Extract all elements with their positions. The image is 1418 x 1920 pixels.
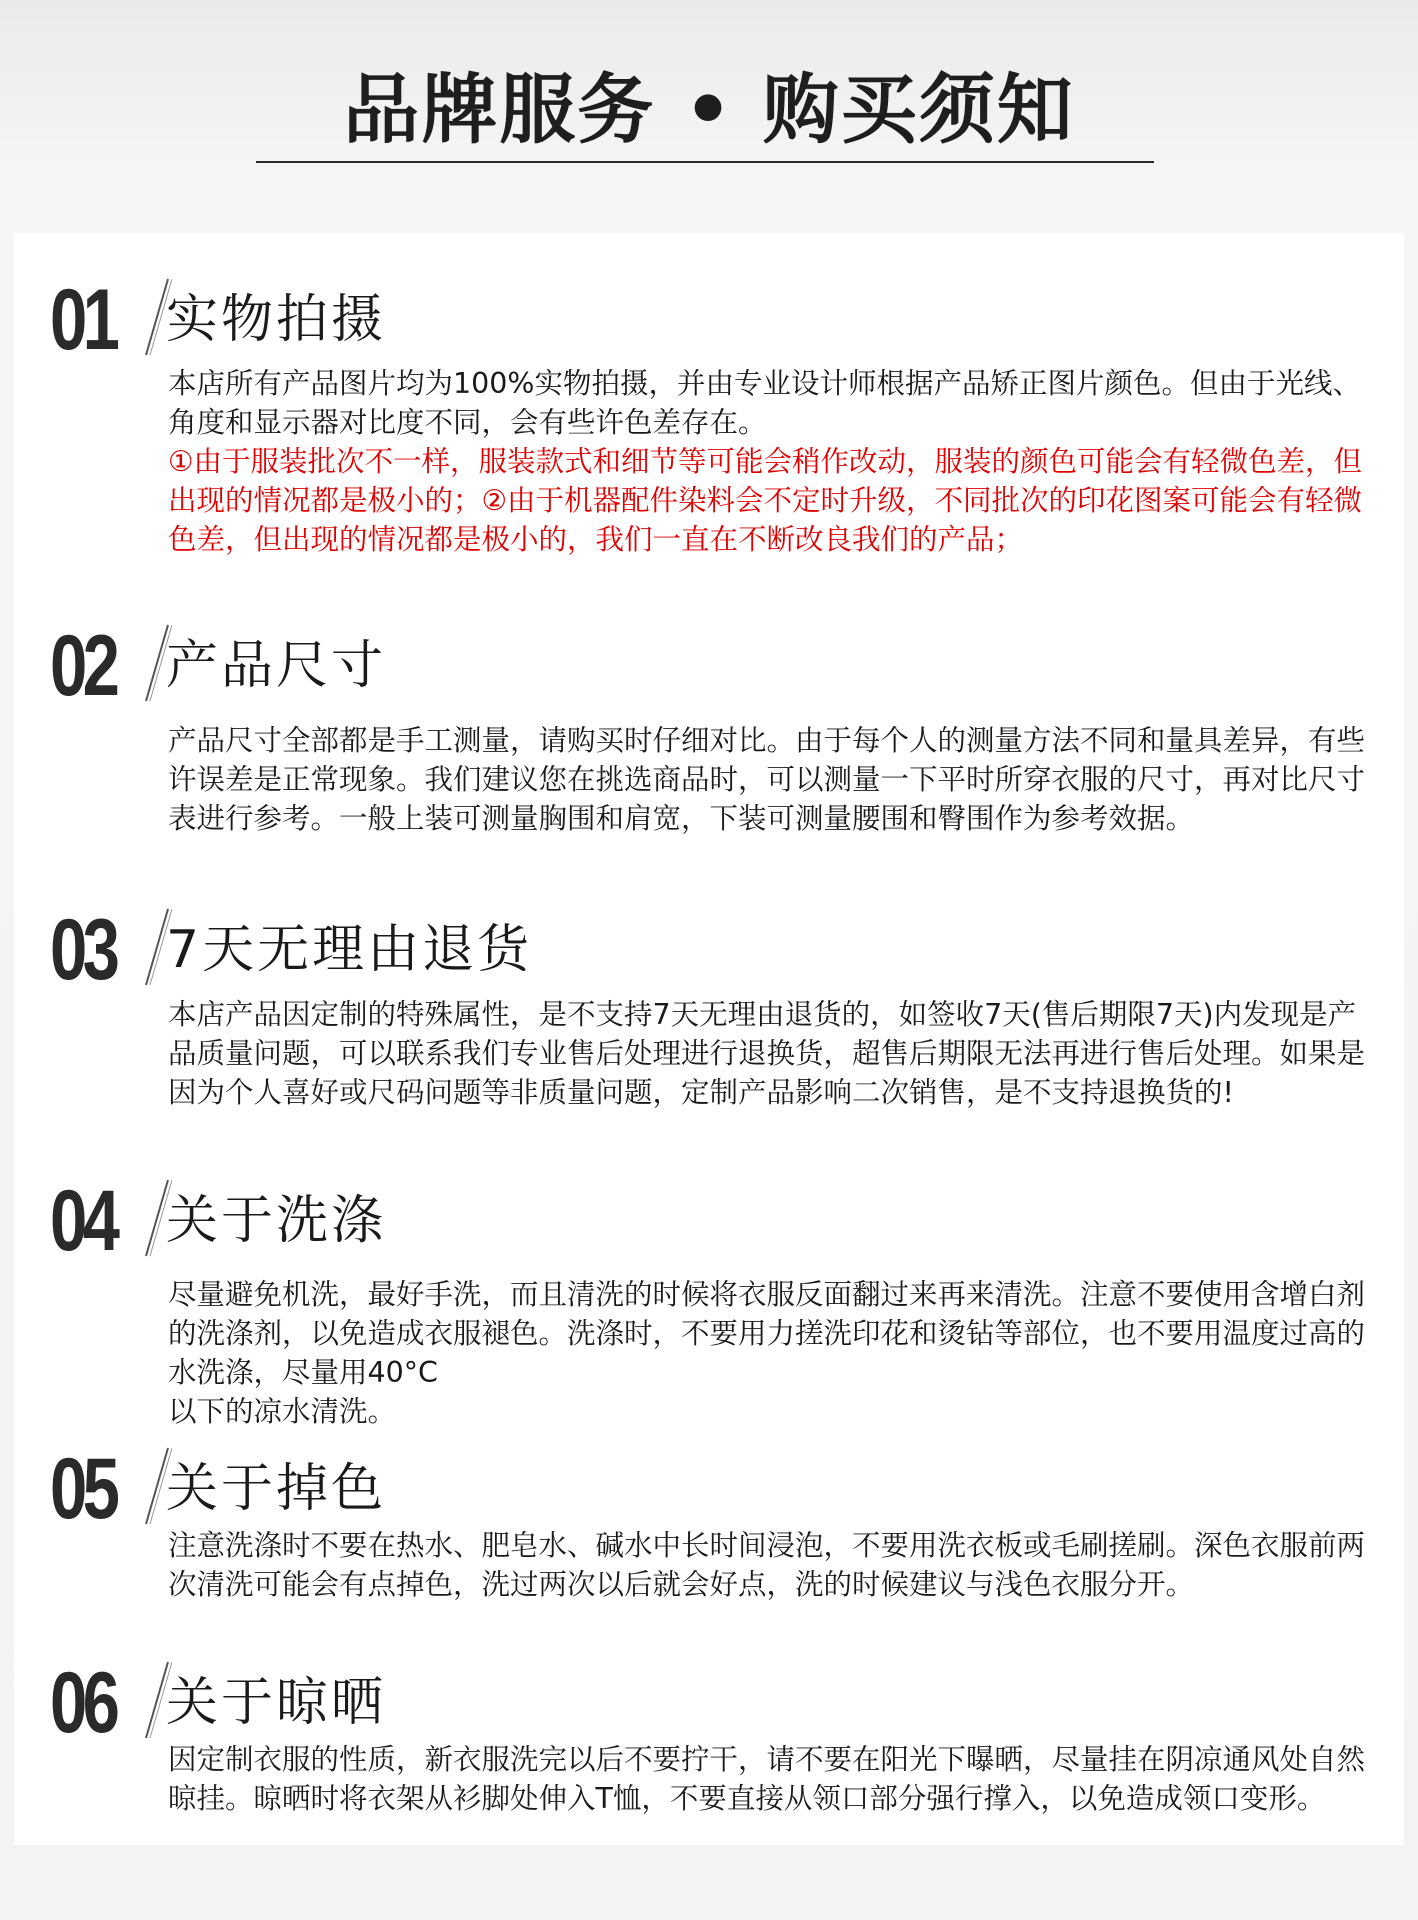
section-title: 关于掉色 [166, 1459, 387, 1519]
section-body [168, 1526, 1373, 1604]
section-title: 关于晾晒 [166, 1673, 387, 1733]
section-text: 注意洗涤时不要在热水、肥皂水、碱水中长时间浸泡，不要用洗衣板或毛刷搓刷。深色衣服前两次清洗可能会有点掉色，洗过两次以后就会好点，洗的时候建议与浅色衣服分开。 [168, 1529, 1366, 1601]
page-title: 品牌服务 • 购买须知 [343, 65, 1075, 154]
section-number: 06 [50, 1655, 116, 1751]
section-title: 关于洗涤 [166, 1191, 387, 1251]
title-divider [256, 161, 1154, 163]
section-body [168, 995, 1373, 1112]
section-body [168, 364, 1373, 559]
section-body [168, 1740, 1373, 1818]
section-number: 02 [50, 618, 116, 714]
section-title: 产品尺寸 [166, 636, 387, 696]
section-text: 产品尺寸全部都是手工测量，请购买时仔细对比。由于每个人的测量方法不同和量具差异，有些许误差是正常现象。我们建议您在挑选商品时，可以测量一下平时所穿衣服的尺寸，再对比尺寸表进行参考。一般上装可测量胸围和肩宽，下装可测量腰围和臀围作为参考效据。 [168, 724, 1366, 835]
section-text-continued: 以下的凉水清洗。 [168, 1395, 397, 1428]
section-title: 实物拍摄 [166, 290, 387, 350]
section-text: 本店所有产品图片均为100%实物拍摄，并由专业设计师根据产品矫正图片颜色。但由于光线、角度和显示器对比度不同，会有些许色差存在。 [168, 367, 1361, 439]
section-text: 本店产品因定制的特殊属性，是不支持7天无理由退货的，如签收7天(售后期限7天)内发现是产品质量问题，可以联系我们专业售后处理进行退换货，超售后期限无法再进行售后处理。如果是因为个人喜好或尺码问题等非质量问题，定制产品影响二次销售，是不支持退换货的! [168, 998, 1366, 1109]
page-header [0, 0, 1418, 232]
section-note: ①由于服装批次不一样，服装款式和细节等可能会稍作改动，服装的颜色可能会有轻微色差，但出现的情况都是极小的；②由于机器配件染料会不定时升级，不同批次的印花图案可能会有轻微色差，但出现的情况都是极小的，我们一直在不断改良我们的产品； [168, 445, 1363, 556]
section-number: 05 [50, 1441, 116, 1537]
section-body [168, 721, 1373, 838]
section-body [168, 1275, 1373, 1431]
section-text: 尽量避免机洗，最好手洗，而且清洗的时候将衣服反面翻过来再来清洗。注意不要使用含增白剂的洗涤剂，以免造成衣服褪色。洗涤时，不要用力搓洗印花和烫钻等部位，也不要用温度过高的水洗涤，尽量用40°C [168, 1278, 1366, 1389]
section-number: 03 [50, 902, 116, 998]
section-number: 04 [50, 1173, 116, 1269]
section-text: 因定制衣服的性质，新衣服洗完以后不要拧干，请不要在阳光下曝晒，尽量挂在阴凉通风处自然晾挂。晾晒时将衣架从衫脚处伸入T恤，不要直接从领口部分强行撑入，以免造成领口变形。 [168, 1743, 1366, 1815]
section-title: 7天无理由退货 [166, 920, 533, 980]
notice-card [14, 233, 1404, 1845]
section-number: 01 [50, 272, 116, 368]
